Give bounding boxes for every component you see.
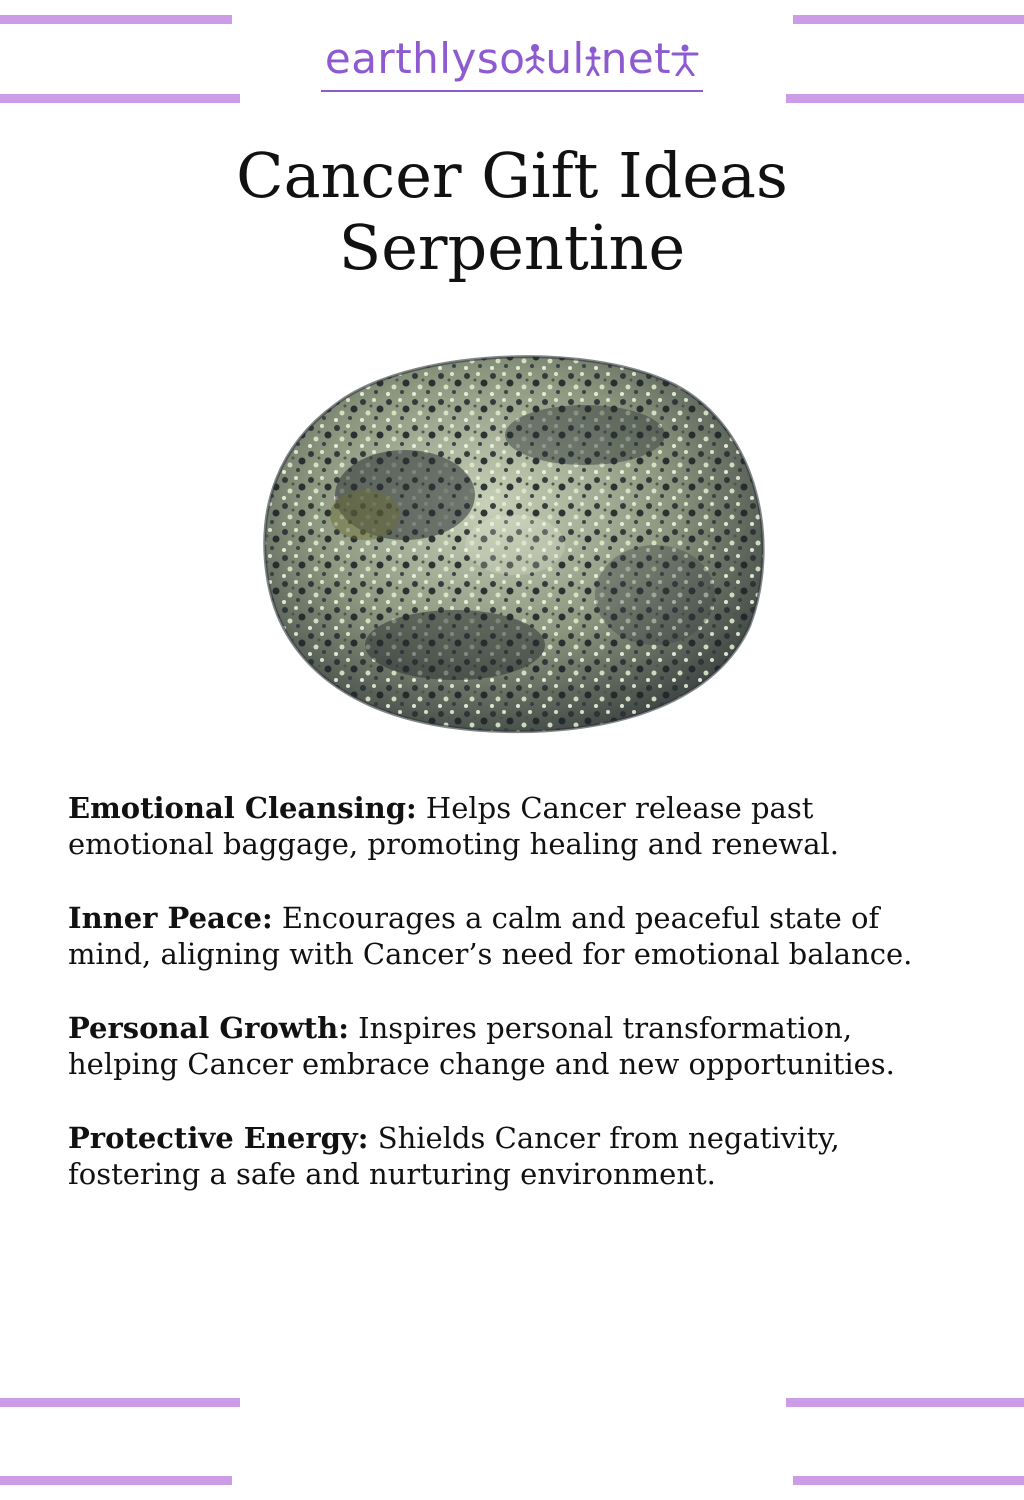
site-logo[interactable] <box>0 34 1024 92</box>
item-label: Emotional Cleansing: <box>68 791 417 825</box>
bottom-left-bar-1 <box>0 1398 240 1407</box>
meditation-figure-icon <box>525 37 545 86</box>
bottom-right-bar-2 <box>793 1476 1024 1485</box>
logo-text-part-3: ne <box>600 34 655 83</box>
benefits-list <box>68 790 968 1230</box>
top-right-bar-1 <box>793 15 1024 24</box>
logo-text-part-1: earthlyso <box>324 34 526 83</box>
page-title <box>0 140 1024 284</box>
item-label: Inner Peace: <box>68 901 273 935</box>
item-text: Encourages a calm and peaceful state of mind, aligning with Cancer’s need for emotional balance. <box>68 901 913 971</box>
serpentine-stone-image <box>255 345 770 740</box>
bottom-left-bar-2 <box>0 1476 232 1485</box>
top-left-bar-2 <box>0 94 240 103</box>
logo-wordmark <box>321 34 703 92</box>
logo-text-part-2: ul <box>545 34 585 83</box>
item-text: Helps Cancer release past emotional baggage, promoting healing and renewal. <box>68 791 839 861</box>
item-label: Protective Energy: <box>68 1121 369 1155</box>
title-line-2: Serpentine <box>338 211 686 284</box>
list-item <box>68 1120 968 1192</box>
title-line-1: Cancer Gift Ideas <box>236 139 788 212</box>
item-text: Shields Cancer from negativity, fostering a safe and nurturing environment. <box>68 1121 840 1191</box>
bottom-right-bar-1 <box>786 1398 1024 1407</box>
item-label: Personal Growth: <box>68 1011 349 1045</box>
list-item <box>68 900 968 972</box>
list-item <box>68 790 968 862</box>
list-item <box>68 1010 968 1082</box>
top-left-bar-1 <box>0 15 232 24</box>
yoga-pose-icon <box>671 37 699 86</box>
top-right-bar-2 <box>786 94 1024 103</box>
dancer-figure-icon <box>585 37 601 86</box>
logo-text-part-4: t <box>654 34 672 83</box>
item-text: Inspires personal transformation, helping Cancer embrace change and new opportunities. <box>68 1011 895 1081</box>
